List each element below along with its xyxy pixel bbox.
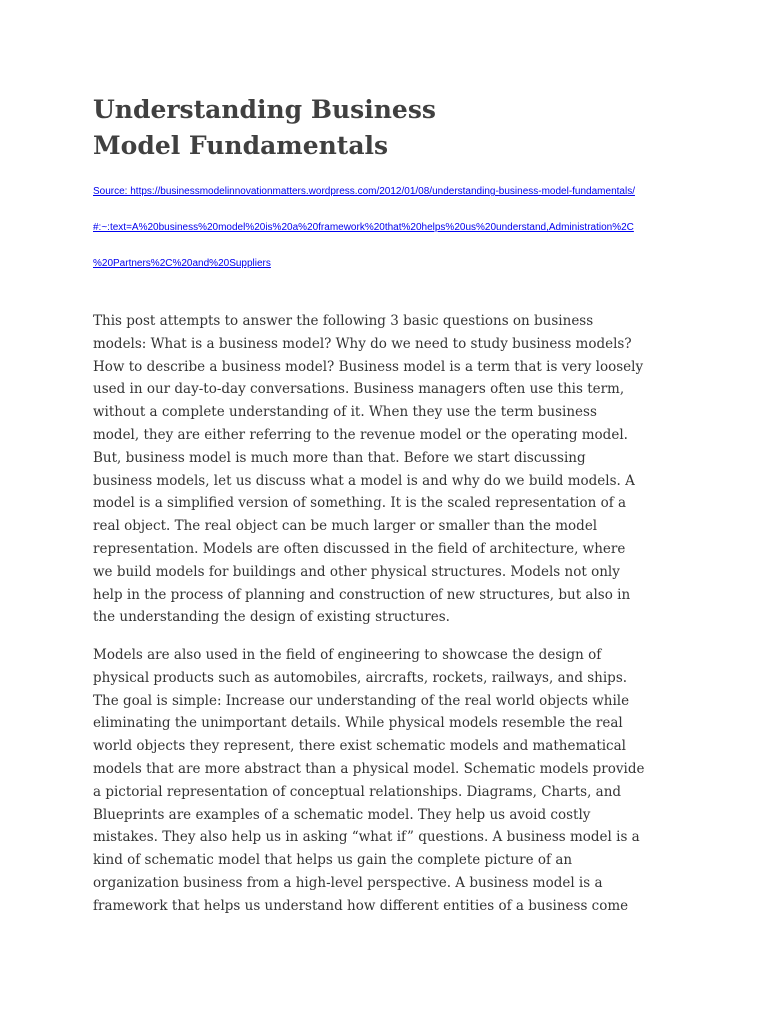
paragraph-line: model, they are either referring to the revenue model or the operating model. (93, 426, 628, 443)
paragraph-line: representation. Models are often discussed in the field of architecture, where (93, 540, 626, 557)
paragraph-line: This post attempts to answer the following 3 basic questions on business (93, 313, 594, 329)
paragraph-line: organization business from a high-level perspective. A business model is a (93, 874, 603, 891)
source-link[interactable]: %20Partners%2C%20and%20Suppliers (93, 258, 271, 269)
paragraph-line: a pictorial representation of conceptual relationships. Diagrams, Charts, and (93, 783, 622, 800)
source-link[interactable]: Source: https://businessmodelinnovationmatters.wordpress.com/2012/01/08/understanding-business-model-fundamentals/ (93, 186, 635, 197)
paragraph-line: kind of schematic model that helps us gain the complete picture of an (93, 852, 573, 869)
paragraph-line: mistakes. They also help us in asking “what if” questions. A business model is a (93, 829, 640, 846)
paragraph-line: the understanding the design of existing structures. (93, 609, 450, 626)
paragraph-line: Blueprints are examples of a schematic model. They help us avoid costly (93, 806, 591, 823)
paragraph-line: Models are also used in the field of engineering to showcase the design of (93, 647, 602, 663)
paragraph-line: model is a simplified version of something. It is the scaled representation of a (93, 495, 627, 512)
title-line: Understanding Business (93, 95, 436, 124)
paragraph-line: physical products such as automobiles, aircrafts, rockets, railways, and ships. (93, 669, 628, 686)
paragraph-line: models: What is a business model? Why do we need to study business models? (93, 335, 632, 352)
document-title (93, 92, 533, 164)
paragraph-line: models that are more abstract than a physical model. Schematic models provide (93, 760, 645, 777)
paragraph-line: without a complete understanding of it. When they use the term business (93, 404, 597, 421)
paragraph-line: world objects they represent, there exist schematic models and mathematical (93, 738, 626, 755)
paragraph-line: The goal is simple: Increase our understanding of the real world objects while (93, 692, 630, 709)
body-paragraph-2 (93, 644, 675, 918)
paragraph-line: eliminating the unimportant details. While physical models resemble the real (93, 715, 623, 732)
paragraph-line: help in the process of planning and construction of new structures, but also in (93, 586, 631, 603)
body-paragraph-1 (93, 310, 675, 629)
paragraph-line: business models, let us discuss what a model is and why do we build models. A (93, 472, 635, 489)
paragraph-line: we build models for buildings and other physical structures. Models not only (93, 563, 620, 580)
paragraph-line: real object. The real object can be much larger or smaller than the model (93, 518, 598, 535)
paragraph-line: How to describe a business model? Business model is a term that is very loosely (93, 358, 644, 375)
paragraph-line: framework that helps us understand how different entities of a business come (93, 897, 629, 914)
paragraph-line: But, business model is much more than that. Before we start discussing (93, 449, 586, 466)
title-line: Model Fundamentals (93, 131, 389, 160)
source-link[interactable]: #:~:text=A%20business%20model%20is%20a%20framework%20that%20helps%20us%20understand,Administration%2C (93, 222, 634, 233)
paragraph-line: used in our day-to-day conversations. Business managers often use this term, (93, 381, 625, 398)
